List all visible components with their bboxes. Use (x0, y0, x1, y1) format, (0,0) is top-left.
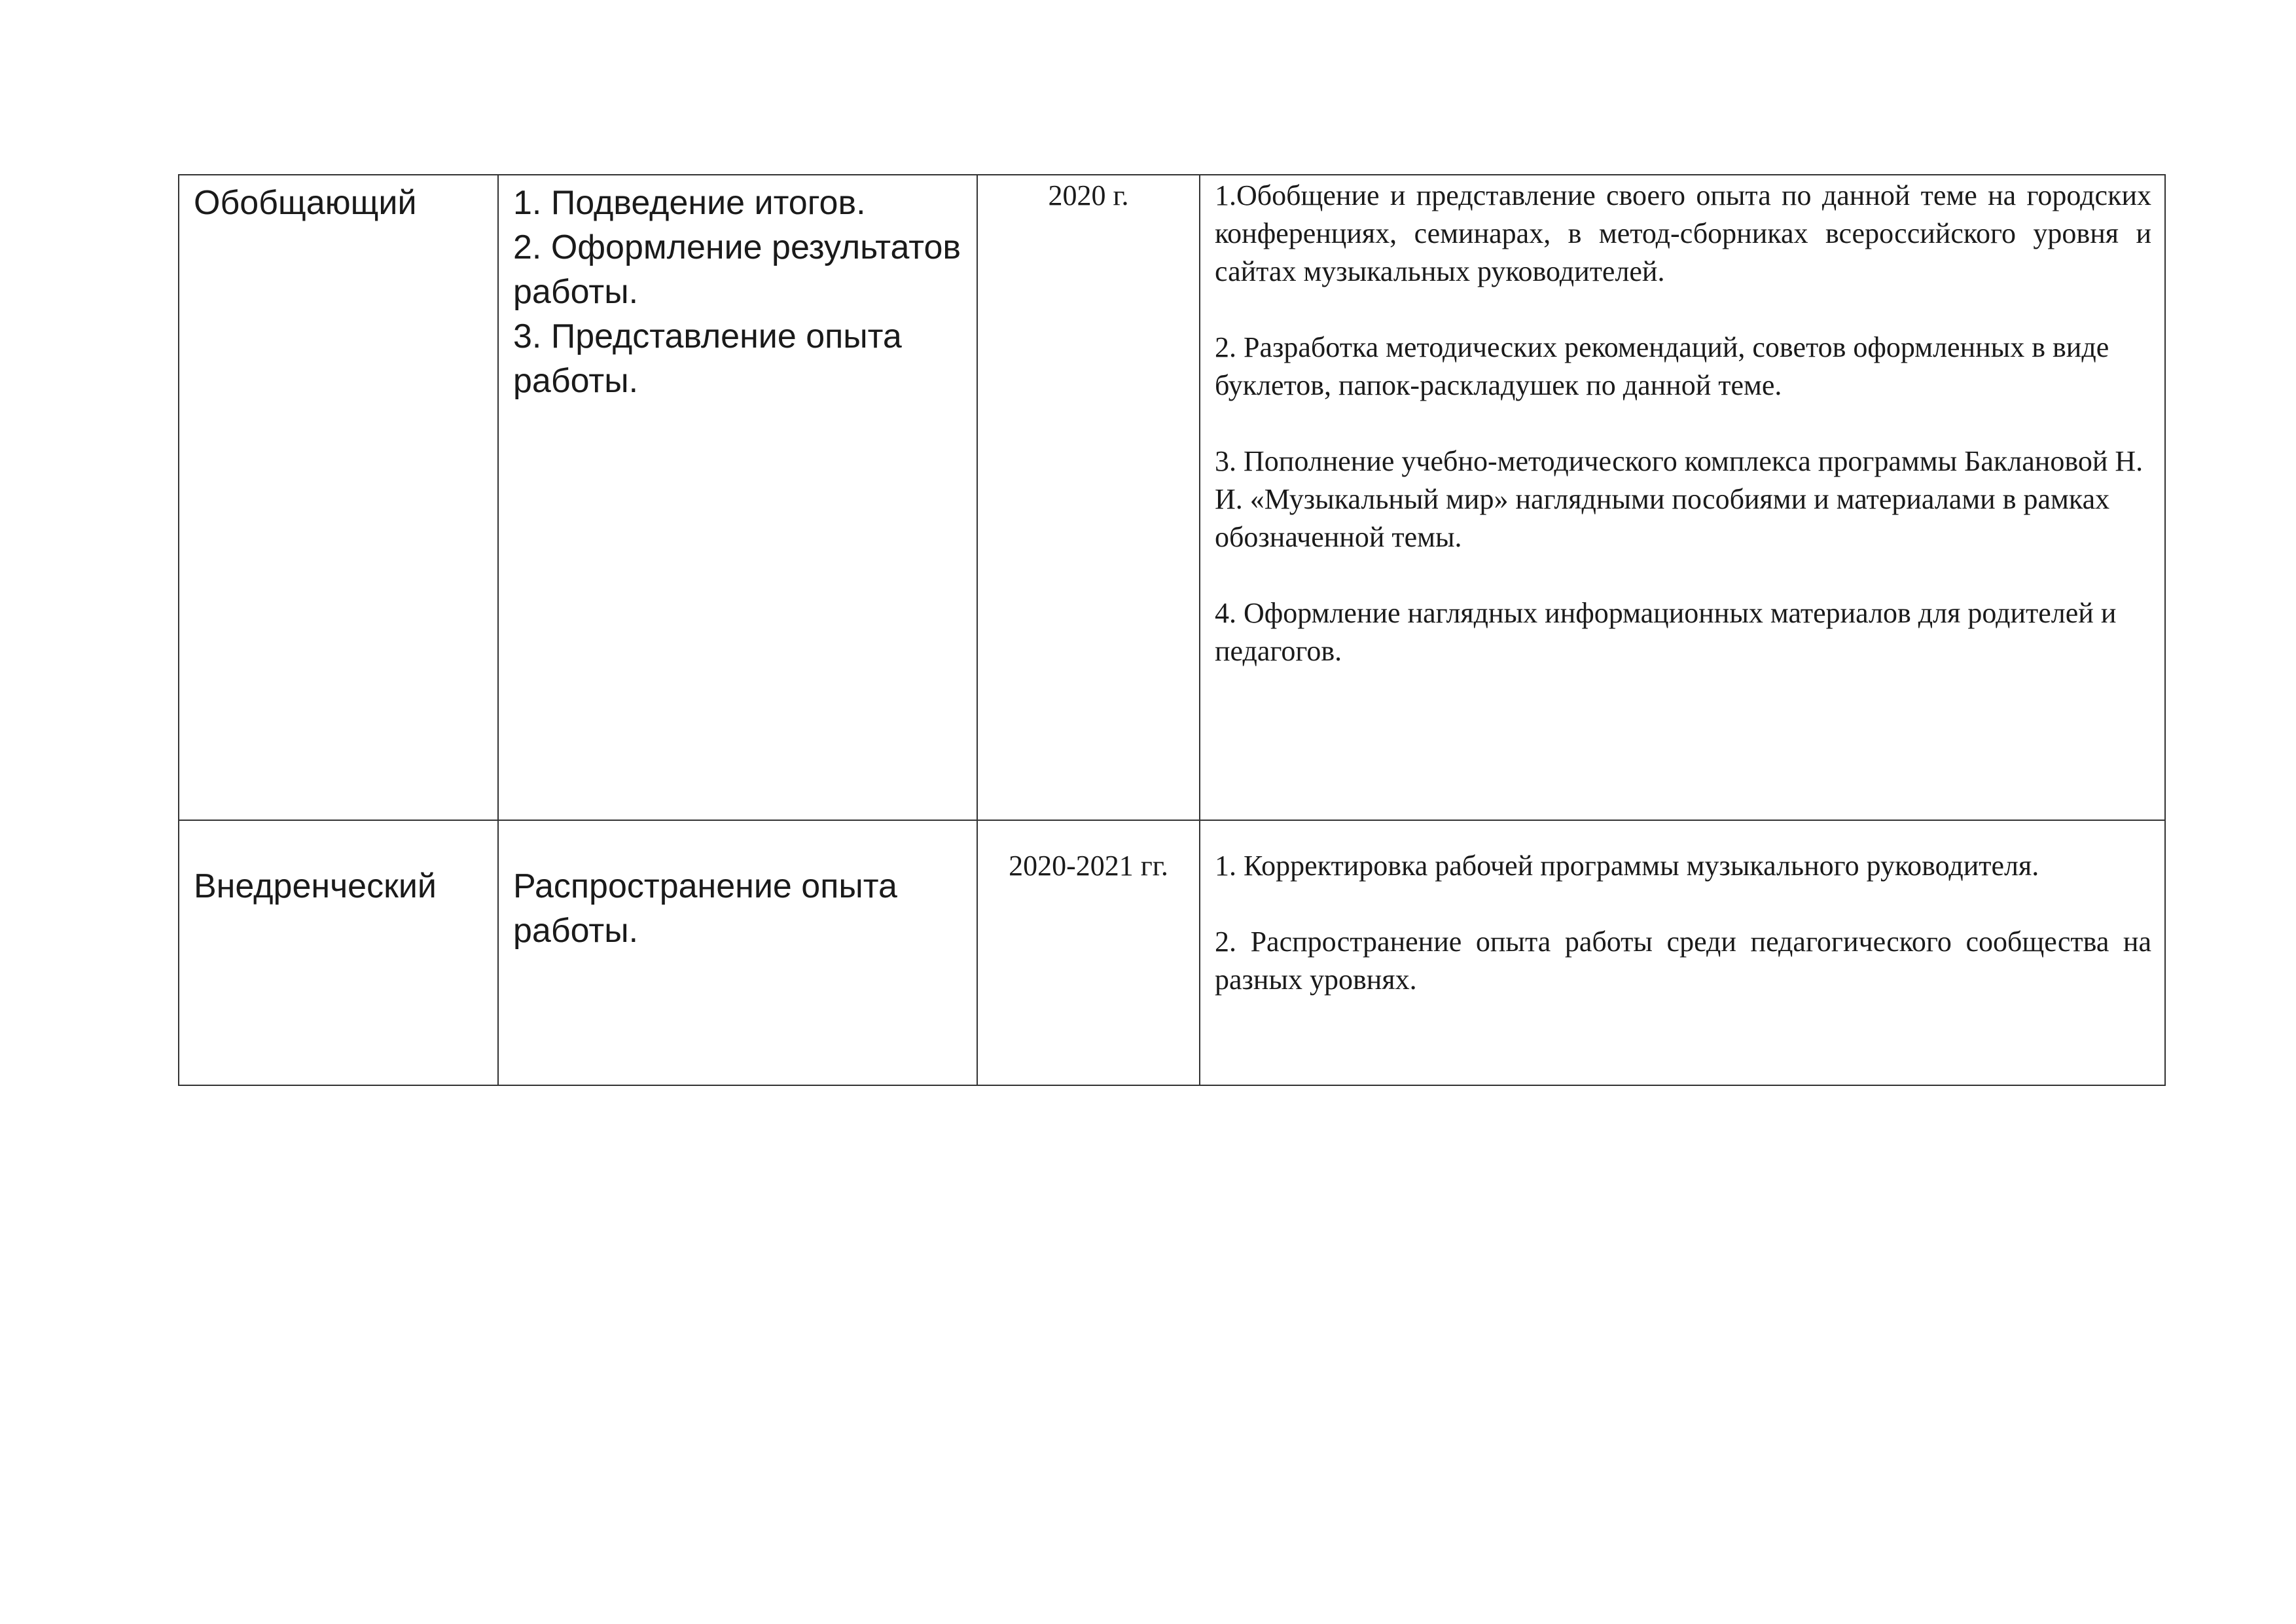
result-item: 4. Оформление наглядных информационных материалов для родителей и педагогов. (1215, 597, 2117, 667)
table-row (179, 820, 2165, 1085)
result-item: 1. Корректировка рабочей программы музыкального руководителя. (1215, 850, 2039, 882)
result-item: 2. Разработка методических рекомендаций, советов оформленных в виде буклетов, папок-раскладушек по данной теме. (1215, 331, 2109, 401)
task-item: 2. Оформление результатов работы. (513, 228, 961, 311)
task-item: 1. Подведение итогов. (513, 184, 866, 222)
task-item: 3. Представление опыта работы. (513, 317, 902, 400)
task-item: Распространение опыта работы. (513, 867, 897, 950)
tasks-cell (498, 175, 977, 820)
results-cell (1200, 175, 2165, 820)
tasks-cell (498, 820, 977, 1085)
stage-cell: Обобщающий (179, 175, 498, 820)
results-cell (1200, 820, 2165, 1085)
dates-cell: 2020-2021 гг. (977, 820, 1200, 1085)
dates-cell: 2020 г. (977, 175, 1200, 820)
result-item: 3. Пополнение учебно-методического комплекса программы Баклановой Н. И. «Музыкальный мир» наглядными пособиями и материалами в рамках обозначенной темы. (1215, 445, 2144, 553)
result-item: 1.Обобщение и представление своего опыта по данной теме на городских конференциях, семинарах, в метод-сборниках всероссийского уровня и сайтах музыкальных руководителей. (1215, 179, 2151, 287)
stage-cell: Внедренческий (179, 820, 498, 1085)
result-item: 2. Распространение опыта работы среди педагогического сообщества на разных уровнях. (1215, 926, 2151, 996)
plan-table (178, 174, 2166, 1086)
table-row (179, 175, 2165, 820)
